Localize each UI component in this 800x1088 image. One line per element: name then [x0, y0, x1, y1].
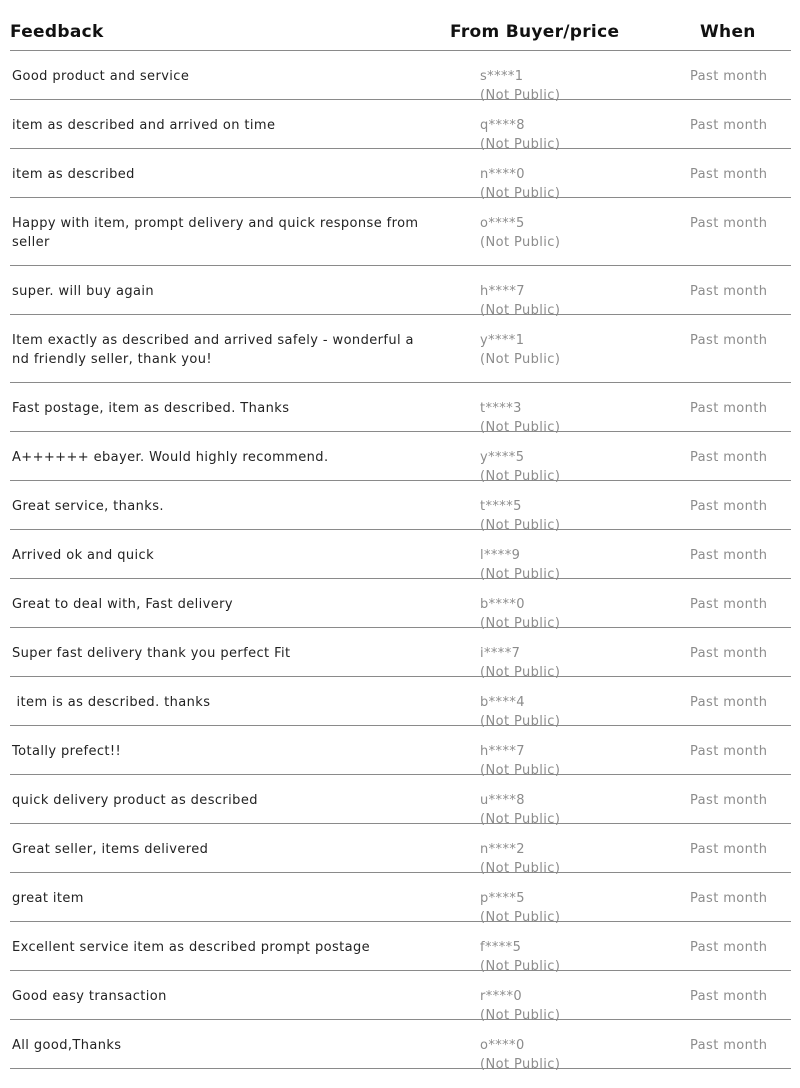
feedback-date: Past month: [690, 695, 768, 710]
buyer-visibility: (Not Public): [480, 616, 561, 631]
buyer-id: b****0: [480, 597, 525, 612]
table-row: [10, 579, 791, 631]
table-header: [10, 0, 791, 51]
feedback-date: Past month: [690, 793, 768, 808]
buyer-visibility: (Not Public): [480, 518, 561, 533]
feedback-comment: quick delivery product as described: [12, 793, 258, 808]
table-row: [10, 383, 791, 435]
table-row: [10, 51, 791, 103]
feedback-comment: item as described and arrived on time: [12, 118, 276, 133]
column-header-feedback[interactable]: Feedback: [10, 22, 104, 42]
table-row: [10, 824, 791, 876]
buyer-visibility: (Not Public): [480, 137, 561, 152]
table-row: [10, 677, 791, 729]
buyer-visibility: (Not Public): [480, 714, 561, 729]
buyer-id: f****5: [480, 940, 522, 955]
feedback-date: Past month: [690, 118, 768, 133]
buyer-id: q****8: [480, 118, 525, 133]
feedback-comment: All good,Thanks: [12, 1038, 122, 1053]
feedback-date: Past month: [690, 167, 768, 182]
buyer-visibility: (Not Public): [480, 567, 561, 582]
feedback-date: Past month: [690, 499, 768, 514]
buyer-visibility: (Not Public): [480, 303, 561, 318]
buyer-visibility: (Not Public): [480, 910, 561, 925]
buyer-id: i****7: [480, 646, 521, 661]
feedback-comment: Fast postage, item as described. Thanks: [12, 401, 290, 416]
feedback-comment: Super fast delivery thank you perfect Fit: [12, 646, 291, 661]
buyer-id: t****3: [480, 401, 522, 416]
table-row: [10, 198, 791, 266]
feedback-comment: Great service, thanks.: [12, 499, 164, 514]
feedback-date: Past month: [690, 646, 768, 661]
buyer-visibility: (Not Public): [480, 420, 561, 435]
feedback-comment: great item: [12, 891, 84, 906]
table-row: [10, 775, 791, 827]
table-row: [10, 873, 791, 925]
feedback-comment: Arrived ok and quick: [12, 548, 155, 563]
column-header-when[interactable]: When: [700, 22, 756, 42]
table-row: [10, 266, 791, 318]
feedback-date: Past month: [690, 989, 768, 1004]
buyer-visibility: (Not Public): [480, 1008, 561, 1023]
buyer-visibility: (Not Public): [480, 235, 561, 250]
feedback-comment: Excellent service item as described prompt postage: [12, 940, 371, 955]
buyer-visibility: (Not Public): [480, 1057, 561, 1072]
feedback-date: Past month: [690, 548, 768, 563]
buyer-id: y****5: [480, 450, 525, 465]
buyer-id: t****5: [480, 499, 522, 514]
feedback-comment: Great seller, items delivered: [12, 842, 209, 857]
buyer-visibility: (Not Public): [480, 469, 561, 484]
buyer-info: [480, 331, 560, 369]
buyer-visibility: (Not Public): [480, 812, 561, 827]
column-header-from-buyer-price[interactable]: From Buyer/price: [450, 22, 620, 42]
feedback-date: Past month: [690, 69, 768, 84]
feedback-date: Past month: [690, 284, 768, 299]
table-row: [10, 481, 791, 533]
feedback-date: Past month: [690, 597, 768, 612]
buyer-visibility: (Not Public): [480, 352, 561, 367]
feedback-comment: item is as described. thanks: [12, 695, 211, 710]
feedback-comment: item as described: [12, 167, 135, 182]
feedback-date: Past month: [690, 333, 768, 348]
buyer-id: n****0: [480, 167, 525, 182]
table-row: [10, 315, 791, 383]
buyer-id: n****2: [480, 842, 525, 857]
feedback-comment: Totally prefect!!: [12, 744, 122, 759]
buyer-visibility: (Not Public): [480, 959, 561, 974]
feedback-comment: A++++++ ebayer. Would highly recommend.: [12, 450, 329, 465]
buyer-id: h****7: [480, 744, 525, 759]
feedback-comment: Good easy transaction: [12, 989, 167, 1004]
buyer-info: [480, 1036, 560, 1074]
table-row: [10, 922, 791, 974]
table-row: [10, 100, 791, 152]
feedback-date: Past month: [690, 1038, 768, 1053]
buyer-id: l****9: [480, 548, 521, 563]
buyer-id: o****5: [480, 216, 525, 231]
feedback-comment: super. will buy again: [12, 284, 155, 299]
feedback-date: Past month: [690, 744, 768, 759]
buyer-info: [480, 214, 560, 252]
table-row: [10, 726, 791, 778]
feedback-date: Past month: [690, 401, 768, 416]
feedback-table: [10, 0, 791, 1072]
table-row: [10, 1020, 791, 1072]
buyer-visibility: (Not Public): [480, 88, 561, 103]
buyer-id: s****1: [480, 69, 524, 84]
buyer-id: r****0: [480, 989, 523, 1004]
feedback-date: Past month: [690, 891, 768, 906]
buyer-id: b****4: [480, 695, 525, 710]
buyer-visibility: (Not Public): [480, 763, 561, 778]
feedback-date: Past month: [690, 216, 768, 231]
feedback-comment: Item exactly as described and arrived safely - wonderful and friendly seller, thank you!: [12, 333, 414, 367]
buyer-id: u****8: [480, 793, 525, 808]
feedback-date: Past month: [690, 842, 768, 857]
table-row: [10, 432, 791, 484]
buyer-visibility: (Not Public): [480, 665, 561, 680]
feedback-date: Past month: [690, 940, 768, 955]
feedback-comment: Great to deal with, Fast delivery: [12, 597, 233, 612]
buyer-id: y****1: [480, 333, 525, 348]
feedback-date: Past month: [690, 450, 768, 465]
buyer-id: h****7: [480, 284, 525, 299]
buyer-visibility: (Not Public): [480, 186, 561, 201]
table-row: [10, 530, 791, 582]
buyer-id: o****0: [480, 1038, 525, 1053]
table-row: [10, 628, 791, 680]
buyer-visibility: (Not Public): [480, 861, 561, 876]
feedback-comment: Good product and service: [12, 69, 190, 84]
table-row: [10, 149, 791, 201]
table-row: [10, 971, 791, 1023]
buyer-id: p****5: [480, 891, 525, 906]
feedback-comment: Happy with item, prompt delivery and quick response from seller: [12, 216, 424, 250]
